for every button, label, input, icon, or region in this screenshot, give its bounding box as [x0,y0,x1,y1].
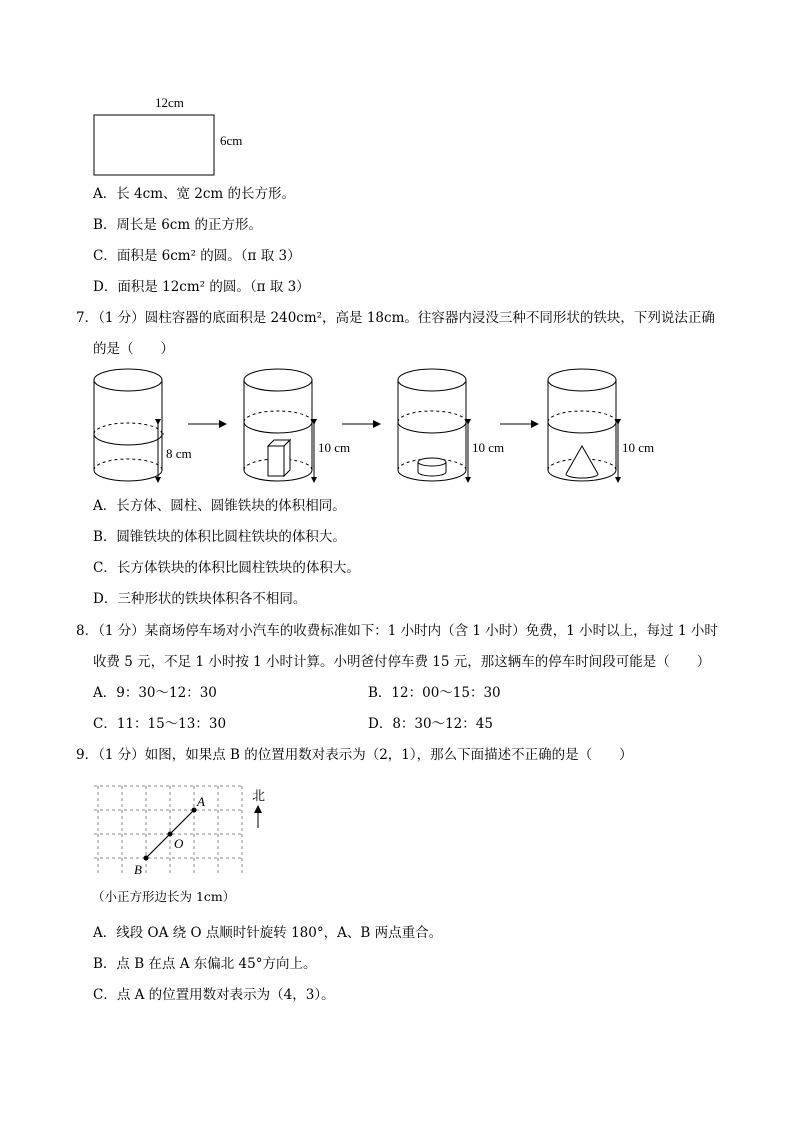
point-a [192,808,197,813]
q7-option-a[interactable]: A．长方体、圆柱、圆锥铁块的体积相同。 [93,498,346,514]
north-label: 北 [252,788,266,803]
q9-caption: （小正方形边长为 1cm） [92,889,236,904]
cyl-label-3: 10 cm [472,440,505,455]
q6-rect-side-label: 6cm [220,133,243,148]
q7-stem-line2: 的是（ ） [93,341,174,357]
cyl-label-4: 10 cm [622,440,655,455]
q6-option-a[interactable]: A．长 4cm、宽 2cm 的长方形。 [93,186,296,202]
q8-stem-line2: 收费 5 元，不足 1 小时按 1 小时计算。小明爸付停车费 15 元，那这辆车的停车时间段可能是（ ） [93,654,711,670]
grid-lines [94,786,242,876]
label-o: O [174,836,184,851]
point-o [168,832,173,837]
q9-stem: 9．（1 分）如图，如果点 B 的位置用数对表示为（2，1），那么下面描述不正确的是（ ） [76,747,633,763]
cylinder-1 [94,369,192,481]
q8-option-d[interactable]: D．8：30～12：45 [368,716,493,732]
cyl-label-2: 10 cm [318,440,351,455]
q9-option-b[interactable]: B．点 B 在点 A 东偏北 45°方向上。 [93,956,317,972]
cylinder-3 [398,369,504,481]
point-b [144,856,149,861]
q9-option-a[interactable]: A．线段 OA 绕 O 点顺时针旋转 180°，A、B 两点重合。 [93,925,443,941]
q6-rect-top-label: 12cm [155,95,184,110]
label-a: A [197,794,205,809]
q8-option-a[interactable]: A．9：30～12：30 [93,685,217,701]
q6-option-b[interactable]: B．周长是 6cm 的正方形。 [93,217,262,233]
q7-stem-line1: 7．（1 分）圆柱容器的底面积是 240cm²，高是 18cm。往容器内浸没三种不同形状的铁块，下列说法正确 [76,310,715,326]
q8-option-c[interactable]: C．11：15～13：30 [93,716,227,732]
q6-option-d[interactable]: D．面积是 12cm² 的圆。（π 取 3） [93,279,310,295]
q6-option-c[interactable]: C．面积是 6cm² 的圆。（π 取 3） [93,248,301,264]
q9-grid-figure [90,780,280,880]
q8-stem-line1: 8．（1 分）某商场停车场对小汽车的收费标准如下：1 小时内（含 1 小时）免费，1 小时以上，每过 1 小时 [76,623,718,639]
cylinder-2 [244,369,350,481]
q6-rectangle [94,115,214,175]
q7-option-d[interactable]: D．三种形状的铁块体积各不相同。 [93,591,307,607]
q6-rectangle-figure [90,92,260,182]
label-b: B [134,862,142,877]
q7-option-b[interactable]: B．圆锥铁块的体积比圆柱铁块的体积大。 [93,529,346,545]
cyl-label-1: 8 cm [166,446,192,461]
q7-option-c[interactable]: C．长方体铁块的体积比圆柱铁块的体积大。 [93,560,360,576]
q8-option-b[interactable]: B．12：00～15：30 [368,685,501,701]
q7-cylinders-figure [86,366,686,492]
q9-option-c[interactable]: C．点 A 的位置用数对表示为（4，3）。 [93,987,335,1003]
cylinder-4 [548,369,654,481]
